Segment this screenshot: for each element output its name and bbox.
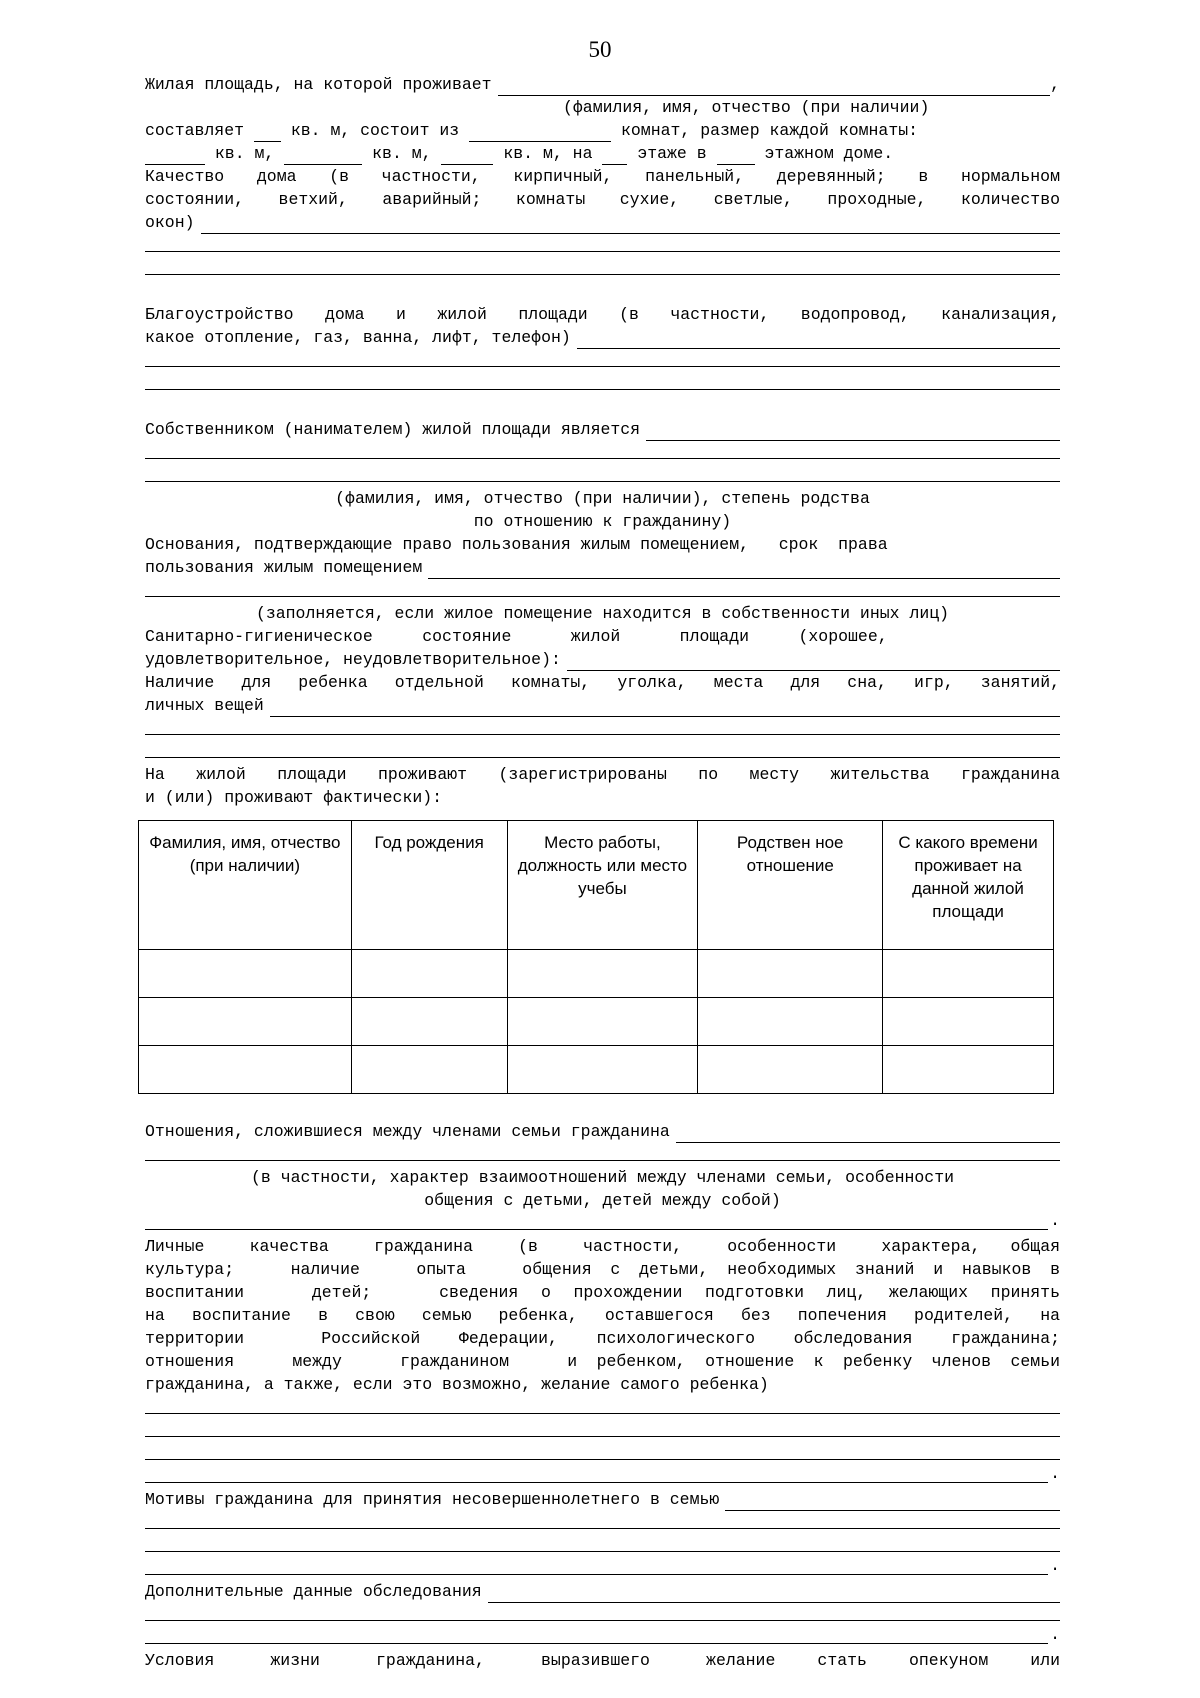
table-row <box>139 1046 1054 1094</box>
inspection-form <box>145 73 1060 1672</box>
relations-hint: общения с детьми, детей между собой) <box>424 1191 781 1210</box>
personal-field[interactable] <box>145 1396 1060 1419</box>
table-cell[interactable] <box>139 1046 352 1094</box>
relations-field[interactable] <box>145 1143 1060 1166</box>
col-header-birth-year: Год рождения <box>351 821 507 950</box>
additional-field[interactable] <box>145 1603 1060 1626</box>
house-quality-text: Качество дома (в частности, кирпичный, панельный, деревянный; в нормальном <box>145 167 1060 186</box>
amenities-field[interactable] <box>577 331 1060 349</box>
child-room-label: личных вещей <box>145 696 264 715</box>
child-room-field[interactable] <box>145 740 1060 763</box>
personal-text: территории Российской Федерации, психологического обследования гражданина; <box>145 1329 1060 1348</box>
additional-field[interactable] <box>488 1585 1060 1603</box>
col-header-name: Фамилия, имя, отчество (при наличии) <box>139 821 352 950</box>
amenities-text: Благоустройство дома и жилой площади (в частности, водопровод, канализация, <box>145 305 1060 324</box>
grounds-hint: (заполняется, если жилое помещение находится в собственности иных лиц) <box>255 604 950 623</box>
owner-field[interactable] <box>646 423 1060 441</box>
house-quality-field[interactable] <box>145 234 1060 257</box>
page-number: 50 <box>588 37 612 62</box>
col-header-workplace: Место работы, должность или место учебы <box>507 821 698 950</box>
personal-field[interactable] <box>145 1465 1060 1488</box>
col-header-since: С какого времени проживает на данной жилой площади <box>883 821 1054 950</box>
house-quality-label: окон) <box>145 213 195 232</box>
additional-label: Дополнительные данные обследования <box>145 1582 482 1601</box>
table-cell[interactable] <box>883 950 1054 998</box>
residents-text: На жилой площади проживают (зарегистрированы по месту жительства гражданина <box>145 765 1060 784</box>
personal-text: воспитании детей; сведения о прохождении подготовки лиц, желающих принять <box>145 1283 1060 1302</box>
room-size-field-2[interactable] <box>284 147 362 165</box>
personal-field[interactable] <box>145 1419 1060 1442</box>
house-quality-text: состоянии, ветхий, аварийный; комнаты сухие, светлые, проходные, количество <box>145 190 1060 209</box>
owner-label: Собственником (нанимателем) жилой площади является <box>145 420 641 439</box>
comma: , <box>1050 75 1060 94</box>
personal-field[interactable] <box>145 1442 1060 1465</box>
resident-name-field[interactable] <box>498 78 1051 96</box>
table-cell[interactable] <box>351 1046 507 1094</box>
living-space-hint: (фамилия, имя, отчество (при наличии) <box>563 98 930 117</box>
table-cell[interactable] <box>351 998 507 1046</box>
table-cell[interactable] <box>883 998 1054 1046</box>
relations-label: Отношения, сложившиеся между членами семьи гражданина <box>145 1122 670 1141</box>
child-room-text: Наличие для ребенка отдельной комнаты, уголка, места для сна, игр, занятий, <box>145 673 1060 692</box>
period: . <box>1050 1556 1060 1575</box>
table-cell[interactable] <box>139 998 352 1046</box>
motives-field[interactable] <box>145 1511 1060 1534</box>
table-cell[interactable] <box>139 950 352 998</box>
conditions-text: Условия жизни гражданина, выразившего желание стать опекуном или <box>145 1651 1060 1670</box>
table-row <box>139 998 1054 1046</box>
personal-text: культура; наличие опыта общения с детьми, необходимых знаний и навыков в <box>145 1260 1060 1279</box>
personal-text: Личные качества гражданина (в частности, особенности характера, общая <box>145 1237 1060 1256</box>
personal-text: отношения между гражданином и ребенком, отношение к ребенку членов семьи <box>145 1352 1060 1371</box>
period: . <box>1050 1464 1060 1483</box>
floors-total-field[interactable] <box>717 147 755 165</box>
relations-hint: (в частности, характер взаимоотношений между членами семьи, особенности <box>250 1168 954 1187</box>
owner-hint: по отношению к гражданину) <box>473 512 732 531</box>
sanitary-field[interactable] <box>567 653 1060 671</box>
period: . <box>1050 1625 1060 1644</box>
floor-field[interactable] <box>602 147 627 165</box>
room-size-field-1[interactable] <box>145 147 205 165</box>
owner-hint: (фамилия, имя, отчество (при наличии), степень родства <box>335 489 870 508</box>
grounds-text: Основания, подтверждающие право пользования жилым помещением, срок права <box>145 535 888 554</box>
table-header-row <box>139 821 1054 950</box>
house-quality-field[interactable] <box>145 257 1060 280</box>
additional-field[interactable] <box>145 1626 1060 1649</box>
grounds-field[interactable] <box>145 579 1060 602</box>
table-cell[interactable] <box>507 1046 698 1094</box>
owner-field[interactable] <box>145 441 1060 464</box>
motives-field[interactable] <box>725 1493 1060 1511</box>
table-cell[interactable] <box>507 950 698 998</box>
personal-text: на воспитание в свою семью ребенка, оставшегося без попечения родителей, на <box>145 1306 1060 1325</box>
amenities-field[interactable] <box>145 349 1060 372</box>
area-field[interactable] <box>254 124 281 142</box>
sanitary-label: удовлетворительное, неудовлетворительное): <box>145 650 561 669</box>
living-space-label: Жилая площадь, на которой проживает <box>145 75 492 94</box>
house-quality-field[interactable] <box>201 216 1060 234</box>
room-sizes-row: кв. м, кв. м, кв. м, на этаже в этажном доме. <box>145 142 1060 165</box>
sanitary-text: Санитарно-гигиеническое состояние жилой площади (хорошее, <box>145 627 888 646</box>
table-row <box>139 950 1054 998</box>
residents-text: и (или) проживают фактически): <box>145 788 443 807</box>
owner-field[interactable] <box>145 464 1060 487</box>
table-cell[interactable] <box>507 998 698 1046</box>
room-size-field-3[interactable] <box>441 147 493 165</box>
relations-field[interactable] <box>145 1212 1060 1235</box>
grounds-field[interactable] <box>428 561 1060 579</box>
rooms-count-field[interactable] <box>469 124 611 142</box>
grounds-label: пользования жилым помещением <box>145 558 423 577</box>
motives-label: Мотивы гражданина для принятия несовершеннолетнего в семью <box>145 1490 720 1509</box>
residents-table <box>138 820 1054 1094</box>
child-room-field[interactable] <box>270 699 1060 717</box>
amenities-field[interactable] <box>145 372 1060 395</box>
table-cell[interactable] <box>698 1046 883 1094</box>
child-room-field[interactable] <box>145 717 1060 740</box>
table-cell[interactable] <box>698 998 883 1046</box>
table-cell[interactable] <box>883 1046 1054 1094</box>
table-cell[interactable] <box>351 950 507 998</box>
living-space-size-row: составляет кв. м, состоит из комнат, размер каждой комнаты: <box>145 121 919 140</box>
table-cell[interactable] <box>698 950 883 998</box>
col-header-relation: Родствен ное отношение <box>698 821 883 950</box>
motives-field[interactable] <box>145 1534 1060 1557</box>
personal-text: гражданина, а также, если это возможно, желание самого ребенка) <box>145 1375 769 1394</box>
relations-field[interactable] <box>676 1125 1060 1143</box>
amenities-label: какое отопление, газ, ванна, лифт, телефон) <box>145 328 571 347</box>
motives-field[interactable] <box>145 1557 1060 1580</box>
period: . <box>1050 1211 1060 1230</box>
living-space-row <box>145 73 1060 96</box>
